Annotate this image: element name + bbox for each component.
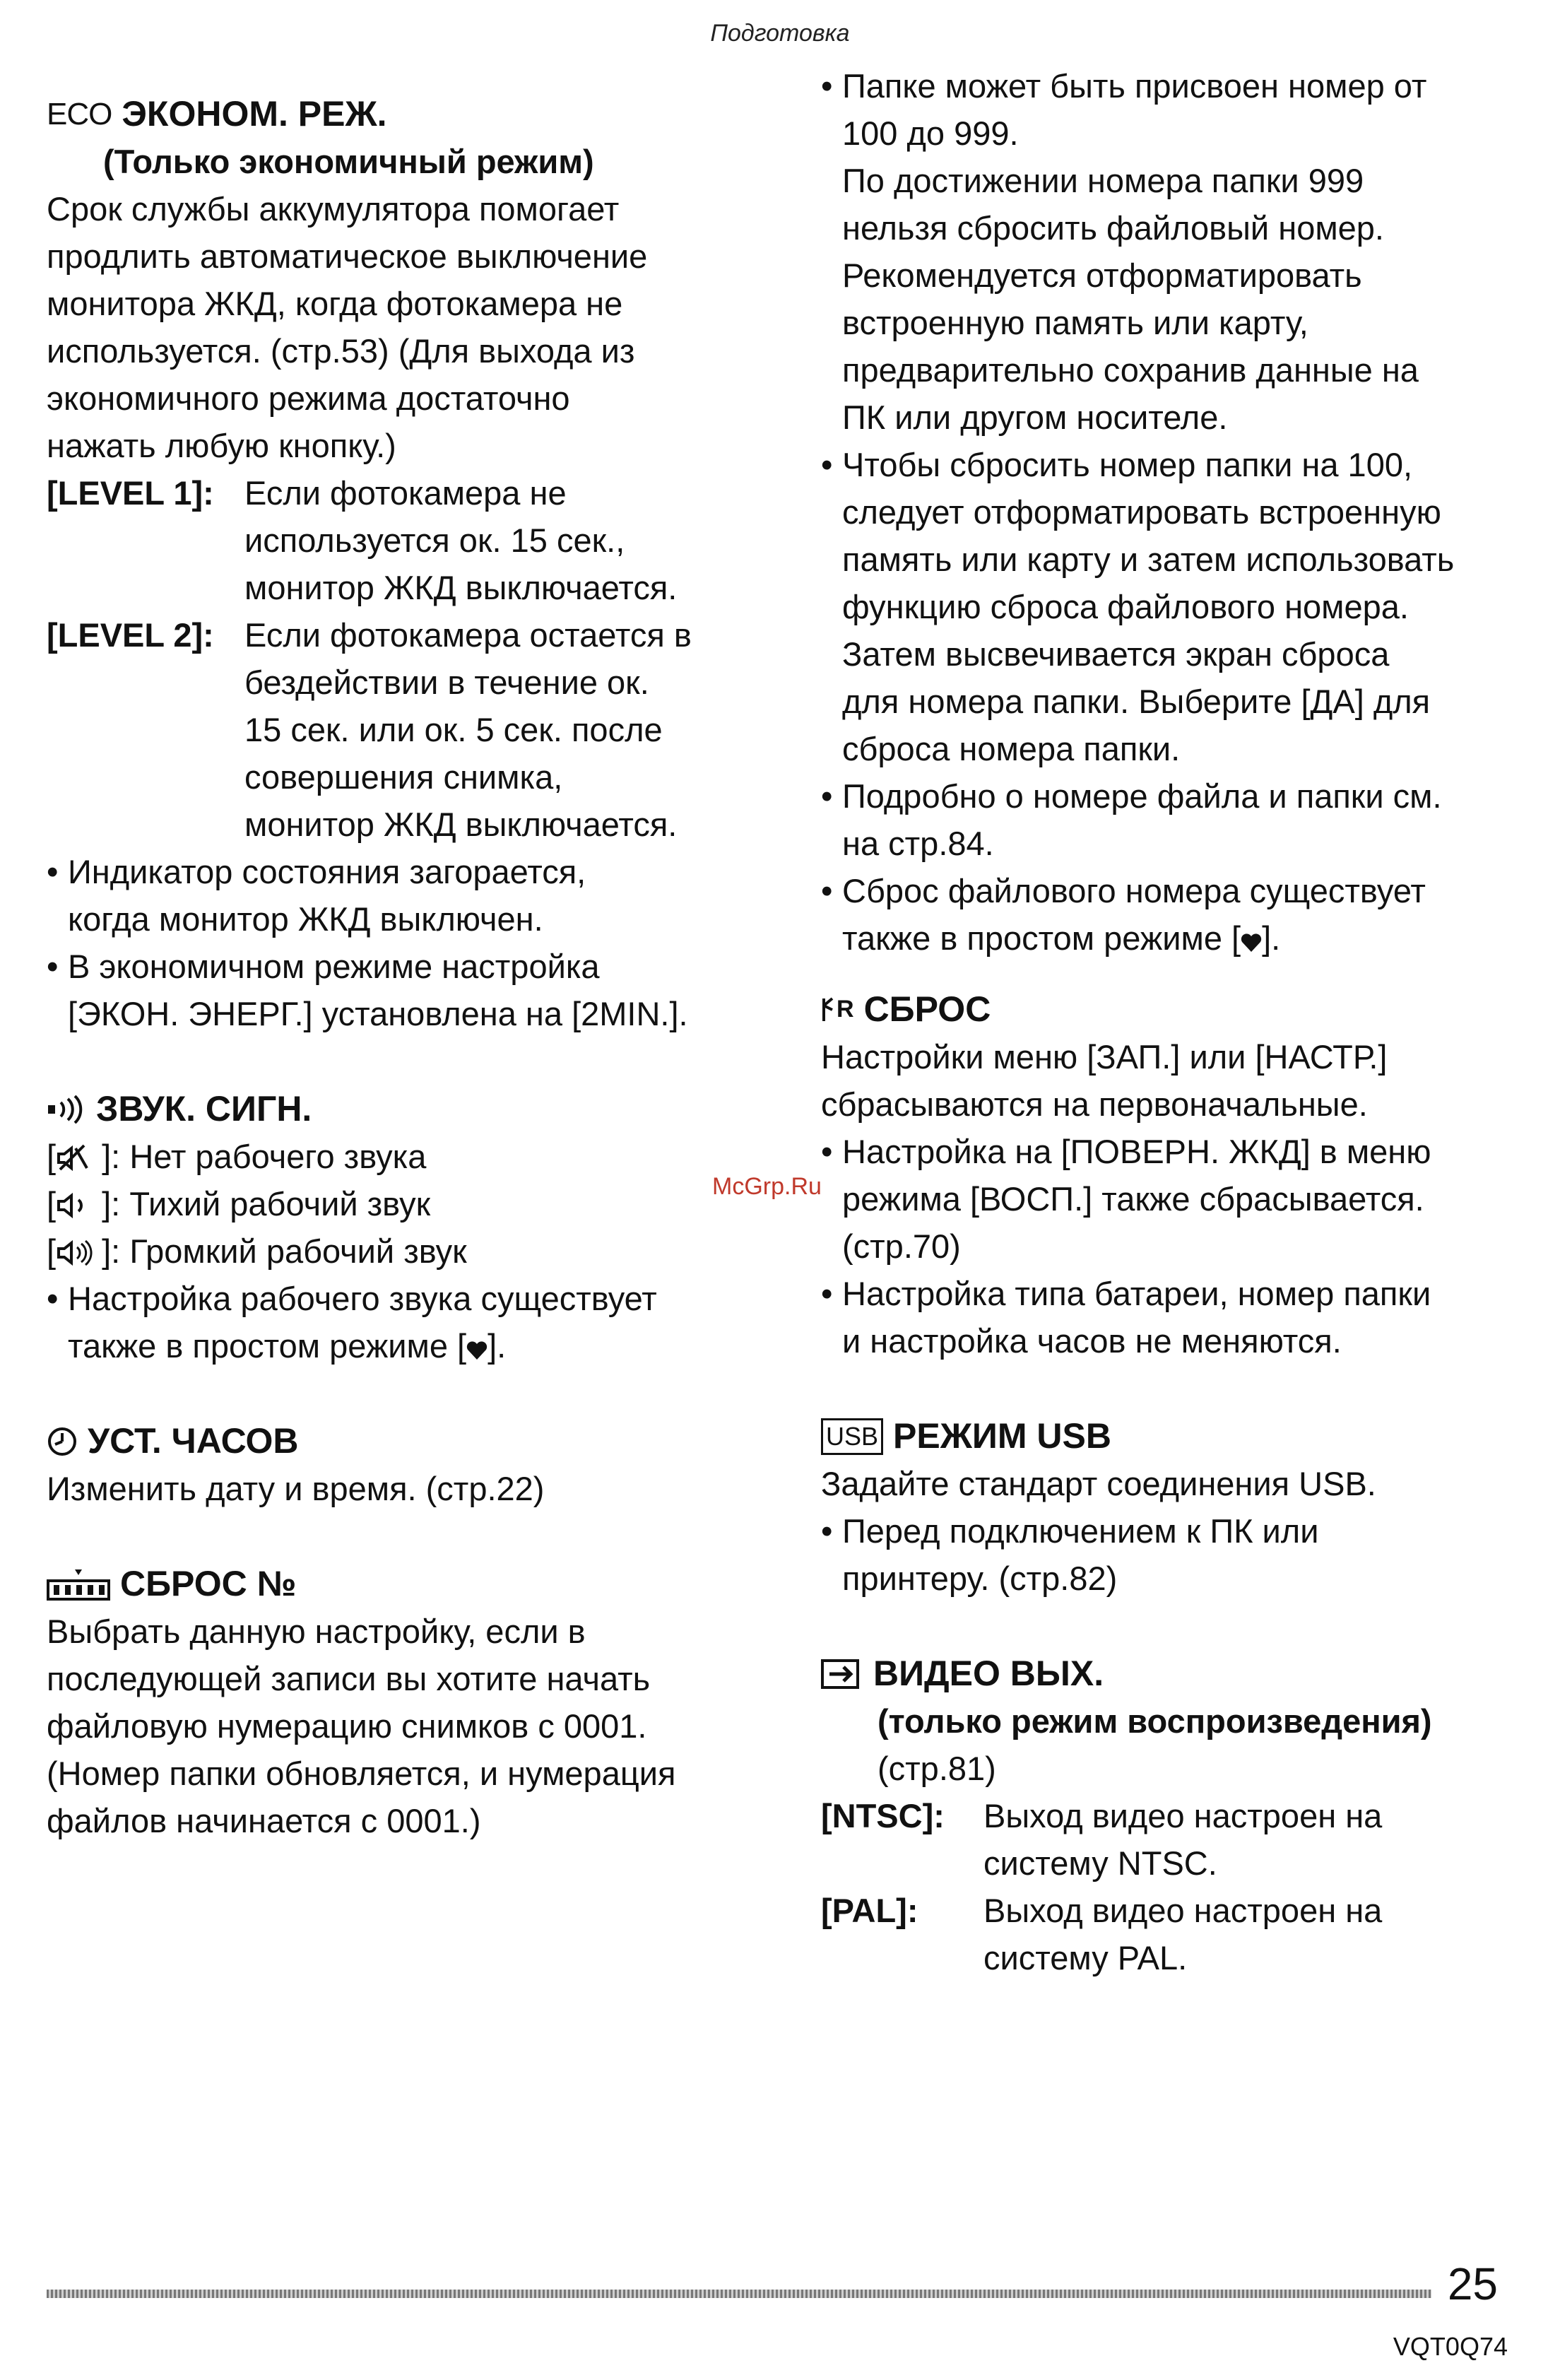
reset-bullet xyxy=(821,1270,1535,1365)
number-reset-line: (Номер папки обновляется, и нумерация xyxy=(47,1755,676,1792)
level2-desc-line: 15 сек. или ок. 5 сек. после xyxy=(244,711,663,748)
number-reset-line: последующей записи вы хотите начать xyxy=(47,1660,651,1697)
bullet-line-end: ]. xyxy=(1262,919,1281,957)
usb-section xyxy=(821,1413,1535,1602)
clock-body: Изменить дату и время. (стр.22) xyxy=(47,1470,545,1507)
ntsc-term: [NTSC]: xyxy=(821,1797,945,1834)
bullet-dot: • xyxy=(821,777,833,815)
bullet-text xyxy=(68,1275,781,1369)
beep-option-label: Нет рабочего звука xyxy=(129,1138,427,1175)
level2-definition xyxy=(47,611,781,848)
bullet-line: Рекомендуется отформатировать xyxy=(842,257,1362,294)
bullet-text xyxy=(68,848,781,943)
beep-option-low xyxy=(47,1180,781,1227)
bullet-dot: • xyxy=(47,853,59,890)
watermark: McGrp.Ru xyxy=(712,1173,822,1200)
video-out-icon xyxy=(821,1658,863,1690)
left-column xyxy=(47,90,781,1868)
bullet-line: Настройка на [ПОВЕРН. ЖКД] в меню xyxy=(842,1133,1431,1170)
clock-title: УСТ. ЧАСОВ xyxy=(88,1421,299,1461)
eco-body-line: нажать любую кнопку.) xyxy=(47,427,396,464)
ntsc-desc xyxy=(983,1792,1535,1887)
number-reset-section xyxy=(47,1560,781,1844)
eco-title: ЭКОНОМ. РЕЖ. xyxy=(122,94,387,134)
reset-section xyxy=(821,986,1535,1365)
beep-title: ЗВУК. СИГН. xyxy=(96,1089,312,1129)
beep-option-label: Громкий рабочий звук xyxy=(129,1232,467,1270)
number-reset-line: Выбрать данную настройку, если в xyxy=(47,1613,586,1650)
bullet-line: ПК или другом носителе. xyxy=(842,399,1228,436)
bullet-line: для номера папки. Выберите [ДА] для xyxy=(842,683,1431,720)
bullet-dot: • xyxy=(47,1280,59,1317)
bullet-line: функцию сброса файлового номера. xyxy=(842,588,1409,625)
beep-option-label: Тихий рабочий звук xyxy=(129,1185,431,1223)
level1-term: [LEVEL 1]: xyxy=(47,474,214,512)
eco-body-line: экономичного режима достаточно xyxy=(47,379,570,417)
bullet-line: на стр.84. xyxy=(842,825,994,862)
bracket-close: ]: xyxy=(102,1232,121,1270)
ntsc-definition xyxy=(821,1792,1535,1887)
bracket-open: [ xyxy=(47,1232,57,1270)
clock-section xyxy=(47,1418,781,1512)
bullet-line: По достижении номера папки 999 xyxy=(842,162,1364,199)
bullet-line: режима [ВОСП.] также сбрасывается. xyxy=(842,1180,1424,1218)
eco-body-line: продлить автоматическое выключение xyxy=(47,237,648,275)
bullet-text xyxy=(842,867,1535,962)
folder-bullet xyxy=(821,441,1535,772)
high-volume-icon xyxy=(56,1232,93,1270)
mute-icon xyxy=(56,1138,93,1175)
eco-bullet xyxy=(47,848,781,943)
heart-icon xyxy=(1241,919,1262,957)
ntsc-desc-line: систему NTSC. xyxy=(983,1844,1217,1882)
usb-heading xyxy=(821,1413,1535,1460)
bracket-open: [ xyxy=(47,1138,57,1175)
bullet-line: Сброс файлового номера существует xyxy=(842,872,1426,909)
beep-option-high xyxy=(47,1227,781,1275)
video-out-heading xyxy=(821,1650,1535,1697)
footer-bar xyxy=(47,2290,1431,2298)
reset-icon-letter: R xyxy=(837,996,854,1023)
bullet-line: Чтобы сбросить номер папки на 100, xyxy=(842,446,1413,483)
ntsc-desc-line: Выход видео настроен на xyxy=(983,1797,1383,1834)
eco-section xyxy=(47,90,781,1037)
beep-heading xyxy=(47,1085,781,1133)
bullet-line: 100 до 999. xyxy=(842,114,1019,152)
number-reset-title: СБРОС № xyxy=(120,1564,297,1603)
bullet-line: Индикатор состояния загорается, xyxy=(68,853,586,890)
video-out-section xyxy=(821,1650,1535,1981)
number-reset-line: файлов начинается с 0001.) xyxy=(47,1802,481,1839)
low-volume-icon xyxy=(56,1185,93,1223)
number-reset-heading xyxy=(47,1560,781,1608)
bullet-line: Настройка типа батареи, номер папки xyxy=(842,1275,1431,1312)
speaker-icon xyxy=(47,1095,86,1124)
document-code: VQT0Q74 xyxy=(1393,2332,1508,2361)
bullet-line: сброса номера папки. xyxy=(842,730,1181,767)
folder-bullet xyxy=(821,867,1535,962)
folder-bullet xyxy=(821,62,1535,441)
bullet-line: когда монитор ЖКД выключен. xyxy=(68,900,543,938)
bullet-dot: • xyxy=(821,872,833,909)
usb-title: РЕЖИМ USB xyxy=(893,1416,1111,1456)
bullet-line: В экономичном режиме настройка xyxy=(68,948,600,985)
bullet-line xyxy=(842,914,1535,962)
bullet-line: (стр.70) xyxy=(842,1227,961,1265)
bullet-line: [ЭКОН. ЭНЕРГ.] установлена на [2MIN.]. xyxy=(68,995,688,1032)
bullet-dot: • xyxy=(821,1275,833,1312)
heart-icon xyxy=(466,1327,488,1365)
level1-desc-line: Если фотокамера не xyxy=(244,474,567,512)
eco-bullet xyxy=(47,943,781,1037)
bullet-line: предварительно сохранив данные на xyxy=(842,351,1419,389)
pal-desc xyxy=(983,1887,1535,1981)
bullet-line: память или карту и затем использовать xyxy=(842,541,1455,578)
eco-body-line: монитора ЖКД, когда фотокамера не xyxy=(47,285,623,322)
level1-desc-line: монитор ЖКД выключается. xyxy=(244,569,678,606)
file-number-reset-icon xyxy=(47,1567,110,1602)
level1-definition xyxy=(47,469,781,611)
bullet-text xyxy=(68,943,781,1037)
bullet-dot: • xyxy=(821,1133,833,1170)
bullet-dot: • xyxy=(821,67,833,105)
bullet-line: и настройка часов не меняются. xyxy=(842,1322,1342,1360)
bullet-line: Перед подключением к ПК или xyxy=(842,1512,1319,1550)
beep-section xyxy=(47,1085,781,1369)
reset-title: СБРОС xyxy=(863,989,991,1029)
video-out-subtitle: (только режим воспроизведения) xyxy=(878,1702,1432,1740)
bullet-line-start: также в простом режиме [ xyxy=(842,919,1241,957)
page-number: 25 xyxy=(1447,2258,1498,2309)
clock-icon xyxy=(47,1426,78,1457)
reset-body-line: Настройки меню [ЗАП.] или [НАСТР.] xyxy=(821,1038,1388,1076)
bullet-line: Папке может быть присвоен номер от xyxy=(842,67,1427,105)
level1-desc xyxy=(244,469,781,611)
beep-option-off xyxy=(47,1133,781,1180)
bullet-line xyxy=(68,1322,781,1369)
level2-desc xyxy=(244,611,781,848)
number-reset-line: файловую нумерацию снимков с 0001. xyxy=(47,1707,647,1745)
bullet-line-start: также в простом режиме [ xyxy=(68,1327,467,1365)
eco-icon: ECO xyxy=(47,97,112,131)
video-out-reference: (стр.81) xyxy=(878,1750,996,1787)
reset-bullet xyxy=(821,1128,1535,1270)
eco-body-line: используется. (стр.53) (Для выхода из xyxy=(47,332,635,370)
pal-desc-line: систему PAL. xyxy=(983,1939,1188,1977)
bullet-line: принтеру. (стр.82) xyxy=(842,1560,1118,1597)
eco-heading xyxy=(47,90,781,138)
usb-body: Задайте стандарт соединения USB. xyxy=(821,1465,1376,1502)
bracket-close: ]: xyxy=(102,1185,121,1223)
level2-desc-line: совершения снимка, xyxy=(244,758,563,796)
bullet-text xyxy=(842,1507,1535,1602)
usb-icon: USB xyxy=(821,1418,883,1455)
level2-desc-line: монитор ЖКД выключается. xyxy=(244,806,678,843)
eco-subtitle: (Только экономичный режим) xyxy=(103,143,594,180)
bullet-text xyxy=(842,441,1535,772)
level2-desc-line: бездействии в течение ок. xyxy=(244,664,649,701)
pal-desc-line: Выход видео настроен на xyxy=(983,1892,1383,1929)
folder-bullet xyxy=(821,772,1535,867)
bullet-line: нельзя сбросить файловый номер. xyxy=(842,209,1384,247)
beep-bullet xyxy=(47,1275,781,1369)
bullet-text xyxy=(842,772,1535,867)
video-out-title: ВИДЕО ВЫХ. xyxy=(873,1654,1104,1693)
level2-desc-line: Если фотокамера остается в xyxy=(244,616,692,654)
level1-desc-line: используется ок. 15 сек., xyxy=(244,522,625,559)
level2-term: [LEVEL 2]: xyxy=(47,616,214,654)
bracket-open: [ xyxy=(47,1185,57,1223)
bullet-dot: • xyxy=(821,446,833,483)
clock-heading xyxy=(47,1418,781,1465)
reset-icon xyxy=(821,986,854,1033)
bullet-line: следует отформатировать встроенную xyxy=(842,493,1441,531)
pal-definition xyxy=(821,1887,1535,1981)
bullet-line-end: ]. xyxy=(488,1327,507,1365)
bullet-text xyxy=(842,62,1535,441)
reset-body-line: сбрасываются на первоначальные. xyxy=(821,1085,1368,1123)
page-header: Подготовка xyxy=(710,20,850,47)
bracket-close: ]: xyxy=(102,1138,121,1175)
eco-body-line: Срок службы аккумулятора помогает xyxy=(47,190,620,228)
bullet-line: Настройка рабочего звука существует xyxy=(68,1280,657,1317)
bullet-line: Подробно о номере файла и папки см. xyxy=(842,777,1442,815)
bullet-line: Затем высвечивается экран сброса xyxy=(842,635,1390,673)
right-column xyxy=(821,62,1535,2005)
bullet-text xyxy=(842,1270,1535,1365)
bullet-dot: • xyxy=(47,948,59,985)
reset-heading xyxy=(821,986,1535,1033)
bullet-text xyxy=(842,1128,1535,1270)
bullet-line: встроенную память или карту, xyxy=(842,304,1308,341)
bullet-dot: • xyxy=(821,1512,833,1550)
pal-term: [PAL]: xyxy=(821,1892,918,1929)
usb-bullet xyxy=(821,1507,1535,1602)
